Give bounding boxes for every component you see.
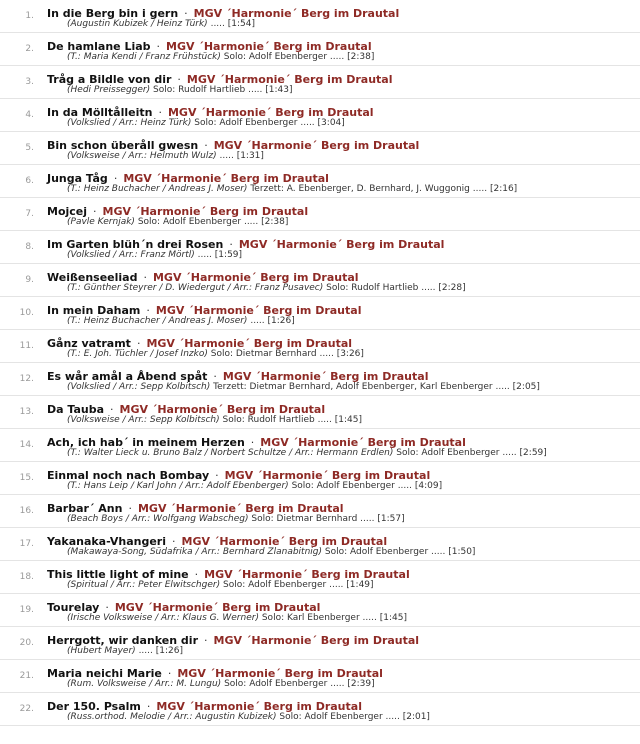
title-separator: · <box>128 502 132 515</box>
track-credits: (Makawaya-Song, Südafrika / Arr.: Bernhard Zlanabitnig) <box>67 547 323 557</box>
track-soloist: Solo: Adolf Ebenberger <box>194 118 298 128</box>
track-row <box>0 198 640 231</box>
title-separator: · <box>167 667 172 680</box>
track-artist-link[interactable]: MGV ´Harmonie´ Berg im Drautal <box>204 568 410 581</box>
track-soloist: Terzett: Dietmar Bernhard, Adolf Ebenberger, Karl Ebenberger <box>213 382 493 392</box>
track-artist-link[interactable]: MGV ´Harmonie´ Berg im Drautal <box>119 403 326 416</box>
track-duration-dots: ..... <box>138 646 153 656</box>
track-title: Gånz vatramt <box>47 337 131 350</box>
track-duration-dots: ..... <box>472 184 488 194</box>
track-number: 18. <box>19 572 34 582</box>
track-number: 17. <box>19 539 34 549</box>
track-soloist: Solo: Dietmar Bernhard <box>251 514 358 524</box>
title-separator: · <box>113 172 118 185</box>
track-artist-link[interactable]: MGV ´Harmonie´ Berg im Drautal <box>156 700 362 713</box>
track-row <box>0 693 640 726</box>
track-artist-link[interactable]: MGV ´Harmonie´ Berg im Drautal <box>123 172 329 185</box>
track-row <box>0 66 640 99</box>
title-separator: · <box>204 139 208 152</box>
track-number: 15. <box>19 473 34 483</box>
track-heading <box>47 269 636 284</box>
track-artist-link[interactable]: MGV ´Harmonie´ Berg im Drautal <box>222 370 429 383</box>
track-credits: (Pavle Kernjak) <box>67 217 135 227</box>
track-duration: [2:38] <box>261 217 289 227</box>
track-details <box>67 679 636 690</box>
track-credits: (T.: Hans Leip / Karl John / Arr.: Adolf Ebenberger) <box>67 481 289 491</box>
track-heading <box>47 434 636 449</box>
title-separator: · <box>204 634 208 647</box>
track-soloist: Solo: Rudolf Hartlieb <box>153 85 246 95</box>
track-row <box>0 495 640 528</box>
track-duration-dots: ..... <box>362 613 377 623</box>
track-artist-link[interactable]: MGV ´Harmonie´ Berg im Drautal <box>152 271 359 284</box>
track-row <box>0 429 640 462</box>
track-duration: [4:09] <box>414 481 443 491</box>
track-title: Der 150. Psalm <box>47 700 141 713</box>
track-credits: (Hedi Preissegger) <box>67 85 151 95</box>
track-title: In da Mölltålleitn <box>47 106 153 119</box>
track-details <box>67 712 636 723</box>
track-artist-link[interactable]: MGV ´Harmonie´ Berg im Drautal <box>213 634 420 647</box>
track-soloist: Solo: Adolf Ebenberger <box>279 712 383 722</box>
track-title: Mojcej <box>47 205 88 218</box>
track-duration: [1:57] <box>377 514 405 524</box>
track-duration-dots: ..... <box>219 151 234 161</box>
track-duration: [1:59] <box>214 250 243 260</box>
track-number: 12. <box>19 374 34 384</box>
track-soloist: Solo: Rudolf Hartlieb <box>222 415 315 425</box>
title-separator: · <box>158 106 162 119</box>
track-details <box>67 415 636 426</box>
track-credits: (Volksweise / Arr.: Sepp Kolbitsch) <box>67 415 220 425</box>
title-separator: · <box>110 403 114 416</box>
track-soloist: Solo: Adolf Ebenberger <box>291 481 395 491</box>
track-heading <box>47 38 636 53</box>
track-credits: (Hubert Mayer) <box>67 646 136 656</box>
track-row <box>0 165 640 198</box>
track-duration: [2:01] <box>402 712 430 722</box>
track-number: 5. <box>25 143 34 153</box>
track-number: 4. <box>25 110 34 120</box>
track-duration: [1:43] <box>265 85 293 95</box>
track-duration: [2:39] <box>347 679 375 689</box>
track-artist-link[interactable]: MGV ´Harmonie´ Berg im Drautal <box>260 436 466 449</box>
track-details <box>67 85 636 96</box>
track-credits: (T.: Walter Lieck u. Bruno Balz / Norbert Schultze / Arr.: Hermann Erdlen) <box>67 448 394 458</box>
track-details <box>67 250 636 261</box>
title-separator: · <box>177 73 181 86</box>
track-title: Bin schon überåll gwesn <box>47 139 199 152</box>
track-heading <box>47 599 636 614</box>
title-separator: · <box>136 337 141 350</box>
track-soloist: Solo: Adolf Ebenberger <box>224 679 328 689</box>
track-duration-dots: ..... <box>317 415 332 425</box>
track-heading <box>47 632 636 647</box>
track-row <box>0 297 640 330</box>
track-credits: (T.: Heinz Buchacher / Andreas J. Moser) <box>67 184 248 194</box>
track-row <box>0 33 640 66</box>
track-row <box>0 594 640 627</box>
track-heading <box>47 170 636 185</box>
title-separator: · <box>172 535 176 548</box>
title-separator: · <box>143 271 147 284</box>
track-soloist: Solo: Dietmar Bernhard <box>210 349 317 359</box>
track-duration-dots: ..... <box>329 52 345 62</box>
title-separator: · <box>156 40 161 53</box>
title-separator: · <box>184 7 188 20</box>
track-artist-link[interactable]: MGV ´Harmonie´ Berg im Drautal <box>186 73 393 86</box>
track-row <box>0 264 640 297</box>
track-details <box>67 580 636 591</box>
track-duration-dots: ..... <box>330 679 345 689</box>
track-number: 3. <box>25 77 34 87</box>
title-separator: · <box>146 700 151 713</box>
track-duration-dots: ..... <box>243 217 259 227</box>
track-duration-dots: ..... <box>421 283 436 293</box>
track-number: 7. <box>25 209 34 219</box>
track-credits: (Augustin Kubizek / Heinz Türk) <box>67 19 208 29</box>
track-row <box>0 660 640 693</box>
track-duration: [1:45] <box>379 613 407 623</box>
track-credits: (Spiritual / Arr.: Peter Elwitschger) <box>67 580 221 590</box>
track-row <box>0 231 640 264</box>
track-duration: [2:16] <box>489 184 518 194</box>
track-row <box>0 330 640 363</box>
title-separator: · <box>93 205 97 218</box>
track-title: Tourelay <box>47 601 100 614</box>
track-title: In mein Daham <box>47 304 141 317</box>
track-duration-dots: ..... <box>502 448 517 458</box>
track-heading <box>47 137 636 152</box>
track-soloist: Solo: Adolf Ebenberger <box>223 52 328 62</box>
track-artist-link[interactable]: MGV ´Harmonie´ Berg im Drautal <box>224 469 431 482</box>
track-soloist: Solo: Adolf Ebenberger <box>396 448 500 458</box>
track-artist-link[interactable]: MGV ´Harmonie´ Berg im Drautal <box>181 535 388 548</box>
track-title: Junga Tåg <box>47 172 108 185</box>
track-details <box>67 448 636 459</box>
track-soloist: Solo: Karl Ebenberger <box>261 613 360 623</box>
track-artist-link[interactable]: MGV ´Harmonie´ Berg im Drautal <box>114 601 321 614</box>
track-number: 11. <box>19 341 34 351</box>
track-soloist: Solo: Rudolf Hartlieb <box>326 283 419 293</box>
track-row <box>0 561 640 594</box>
track-number: 6. <box>25 176 34 186</box>
track-number: 19. <box>19 605 34 615</box>
track-details <box>67 613 636 624</box>
track-duration: [1:54] <box>227 19 255 29</box>
track-title: Herrgott, wir danken dir <box>47 634 198 647</box>
track-duration: [3:04] <box>317 118 345 128</box>
track-artist-link[interactable]: MGV ´Harmonie´ Berg im Drautal <box>166 40 372 53</box>
track-duration: [1:45] <box>334 415 362 425</box>
track-heading <box>47 500 636 515</box>
track-soloist: Solo: Adolf Ebenberger <box>324 547 429 557</box>
track-heading <box>47 533 636 548</box>
track-soloist: Terzett: A. Ebenberger, D. Bernhard, J. Wuggonig <box>250 184 470 194</box>
track-row <box>0 462 640 495</box>
title-separator: · <box>229 238 233 251</box>
track-artist-link[interactable]: MGV ´Harmonie´ Berg im Drautal <box>155 304 362 317</box>
track-heading <box>47 401 636 416</box>
track-duration-dots: ..... <box>248 85 263 95</box>
track-row <box>0 99 640 132</box>
track-artist-link[interactable]: MGV ´Harmonie´ Berg im Drautal <box>193 7 400 20</box>
track-row <box>0 528 640 561</box>
track-artist-link[interactable]: MGV ´Harmonie´ Berg im Drautal <box>137 502 344 515</box>
track-number: 21. <box>19 671 34 681</box>
track-number: 14. <box>19 440 34 450</box>
track-credits: (T.: Heinz Buchacher / Andreas J. Moser) <box>67 316 248 326</box>
track-row <box>0 132 640 165</box>
track-artist-link[interactable]: MGV ´Harmonie´ Berg im Drautal <box>213 139 420 152</box>
track-duration-dots: ..... <box>495 382 510 392</box>
track-number: 22. <box>19 704 34 714</box>
track-heading <box>47 368 636 383</box>
track-duration-dots: ..... <box>360 514 375 524</box>
track-number: 8. <box>25 242 34 252</box>
track-credits: (Volkslied / Arr.: Sepp Kolbitsch) <box>67 382 211 392</box>
track-duration: [2:05] <box>512 382 540 392</box>
track-credits: (Volkslied / Arr.: Franz Mörtl) <box>67 250 195 260</box>
title-separator: · <box>146 304 150 317</box>
track-details <box>67 283 636 294</box>
track-title: Einmal noch nach Bombay <box>47 469 210 482</box>
track-heading <box>47 467 636 482</box>
track-number: 20. <box>19 638 34 648</box>
title-separator: · <box>213 370 217 383</box>
track-credits: (Volksweise / Arr.: Helmuth Wulz) <box>67 151 217 161</box>
track-title: Weißenseeliad <box>47 271 138 284</box>
track-credits: (T.: Maria Kendi / Franz Frühstück) <box>67 52 221 62</box>
track-duration-dots: ..... <box>300 118 315 128</box>
track-duration: [2:28] <box>438 283 466 293</box>
title-separator: · <box>215 469 219 482</box>
track-number: 1. <box>25 11 34 21</box>
track-details <box>67 52 636 63</box>
track-artist-link[interactable]: MGV ´Harmonie´ Berg im Drautal <box>102 205 309 218</box>
track-heading <box>47 203 636 218</box>
track-title: Maria neichi Marie <box>47 667 162 680</box>
track-details <box>67 514 636 525</box>
track-title: Tråg a Bildle von dir <box>47 73 172 86</box>
track-duration: [1:31] <box>236 151 264 161</box>
track-soloist: Solo: Adolf Ebenberger <box>137 217 242 227</box>
track-credits: (T.: E. Joh. Tüchler / Josef Inzko) <box>67 349 208 359</box>
track-title: This little light of mine <box>47 568 189 581</box>
track-credits: (Volkslied / Arr.: Heinz Türk) <box>67 118 192 128</box>
track-details <box>67 481 636 492</box>
track-title: Im Garten blüh´n drei Rosen <box>47 238 224 251</box>
track-title: Da Tauba <box>47 403 105 416</box>
track-row <box>0 363 640 396</box>
track-artist-link[interactable]: MGV ´Harmonie´ Berg im Drautal <box>167 106 374 119</box>
track-duration-dots: ..... <box>319 349 334 359</box>
track-row <box>0 627 640 660</box>
track-title: Es wår amål a Åbend spåt <box>47 370 208 383</box>
title-separator: · <box>105 601 109 614</box>
track-duration: [1:50] <box>448 547 476 557</box>
track-credits: (Rum. Volksweise / Arr.: M. Lungu) <box>67 679 222 689</box>
track-heading <box>47 566 636 581</box>
track-heading <box>47 5 636 20</box>
track-artist-link[interactable]: MGV ´Harmonie´ Berg im Drautal <box>238 238 445 251</box>
track-title: Barbar´ Ann <box>47 502 123 515</box>
track-duration-dots: ..... <box>329 580 344 590</box>
track-credits: (Russ.orthod. Melodie / Arr.: Augustin Kubizek) <box>67 712 277 722</box>
track-duration: [2:38] <box>347 52 375 62</box>
track-details <box>67 184 636 195</box>
track-heading <box>47 71 636 86</box>
track-details <box>67 118 636 129</box>
track-heading <box>47 335 636 350</box>
title-separator: · <box>194 568 199 581</box>
track-duration-dots: ..... <box>197 250 212 260</box>
track-heading <box>47 665 636 680</box>
track-duration-dots: ..... <box>431 547 446 557</box>
track-title: Ach, ich hab´ in meinem Herzen <box>47 436 245 449</box>
track-details <box>67 349 636 360</box>
track-heading <box>47 104 636 119</box>
track-details <box>67 646 636 657</box>
track-credits: (T.: Günther Steyrer / D. Wiedergut / Arr.: Franz Pusavec) <box>67 283 324 293</box>
track-row <box>0 396 640 429</box>
track-artist-link[interactable]: MGV ´Harmonie´ Berg im Drautal <box>146 337 353 350</box>
track-number: 9. <box>25 275 34 285</box>
track-heading <box>47 302 636 317</box>
track-heading <box>47 236 636 251</box>
track-duration-dots: ..... <box>250 316 265 326</box>
track-artist-link[interactable]: MGV ´Harmonie´ Berg im Drautal <box>177 667 383 680</box>
title-separator: · <box>250 436 255 449</box>
track-row <box>0 0 640 33</box>
track-number: 13. <box>19 407 34 417</box>
track-duration: [1:26] <box>155 646 183 656</box>
track-duration-dots: ..... <box>397 481 412 491</box>
track-duration: [1:49] <box>346 580 374 590</box>
track-details <box>67 217 636 228</box>
track-number: 16. <box>19 506 34 516</box>
track-duration-dots: ..... <box>385 712 400 722</box>
track-details <box>67 19 636 30</box>
track-title: De hamlane Liab <box>47 40 151 53</box>
track-credits: (Beach Boys / Arr.: Wolfgang Wabscheg) <box>67 514 249 524</box>
track-number: 10. <box>19 308 34 318</box>
track-duration-dots: ..... <box>210 19 225 29</box>
track-number: 2. <box>25 44 34 54</box>
track-credits: (Irische Volksweise / Arr.: Klaus G. Werner) <box>67 613 259 623</box>
track-duration: [3:26] <box>336 349 364 359</box>
track-title: In die Berg bin i gern <box>47 7 179 20</box>
track-heading <box>47 698 636 713</box>
track-soloist: Solo: Adolf Ebenberger <box>222 580 327 590</box>
track-duration: [1:26] <box>267 316 295 326</box>
track-details <box>67 151 636 162</box>
track-duration: [2:59] <box>519 448 547 458</box>
track-details <box>67 547 636 558</box>
track-details <box>67 316 636 327</box>
track-title: Yakanaka-Vhangeri <box>47 535 167 548</box>
track-details <box>67 382 636 393</box>
